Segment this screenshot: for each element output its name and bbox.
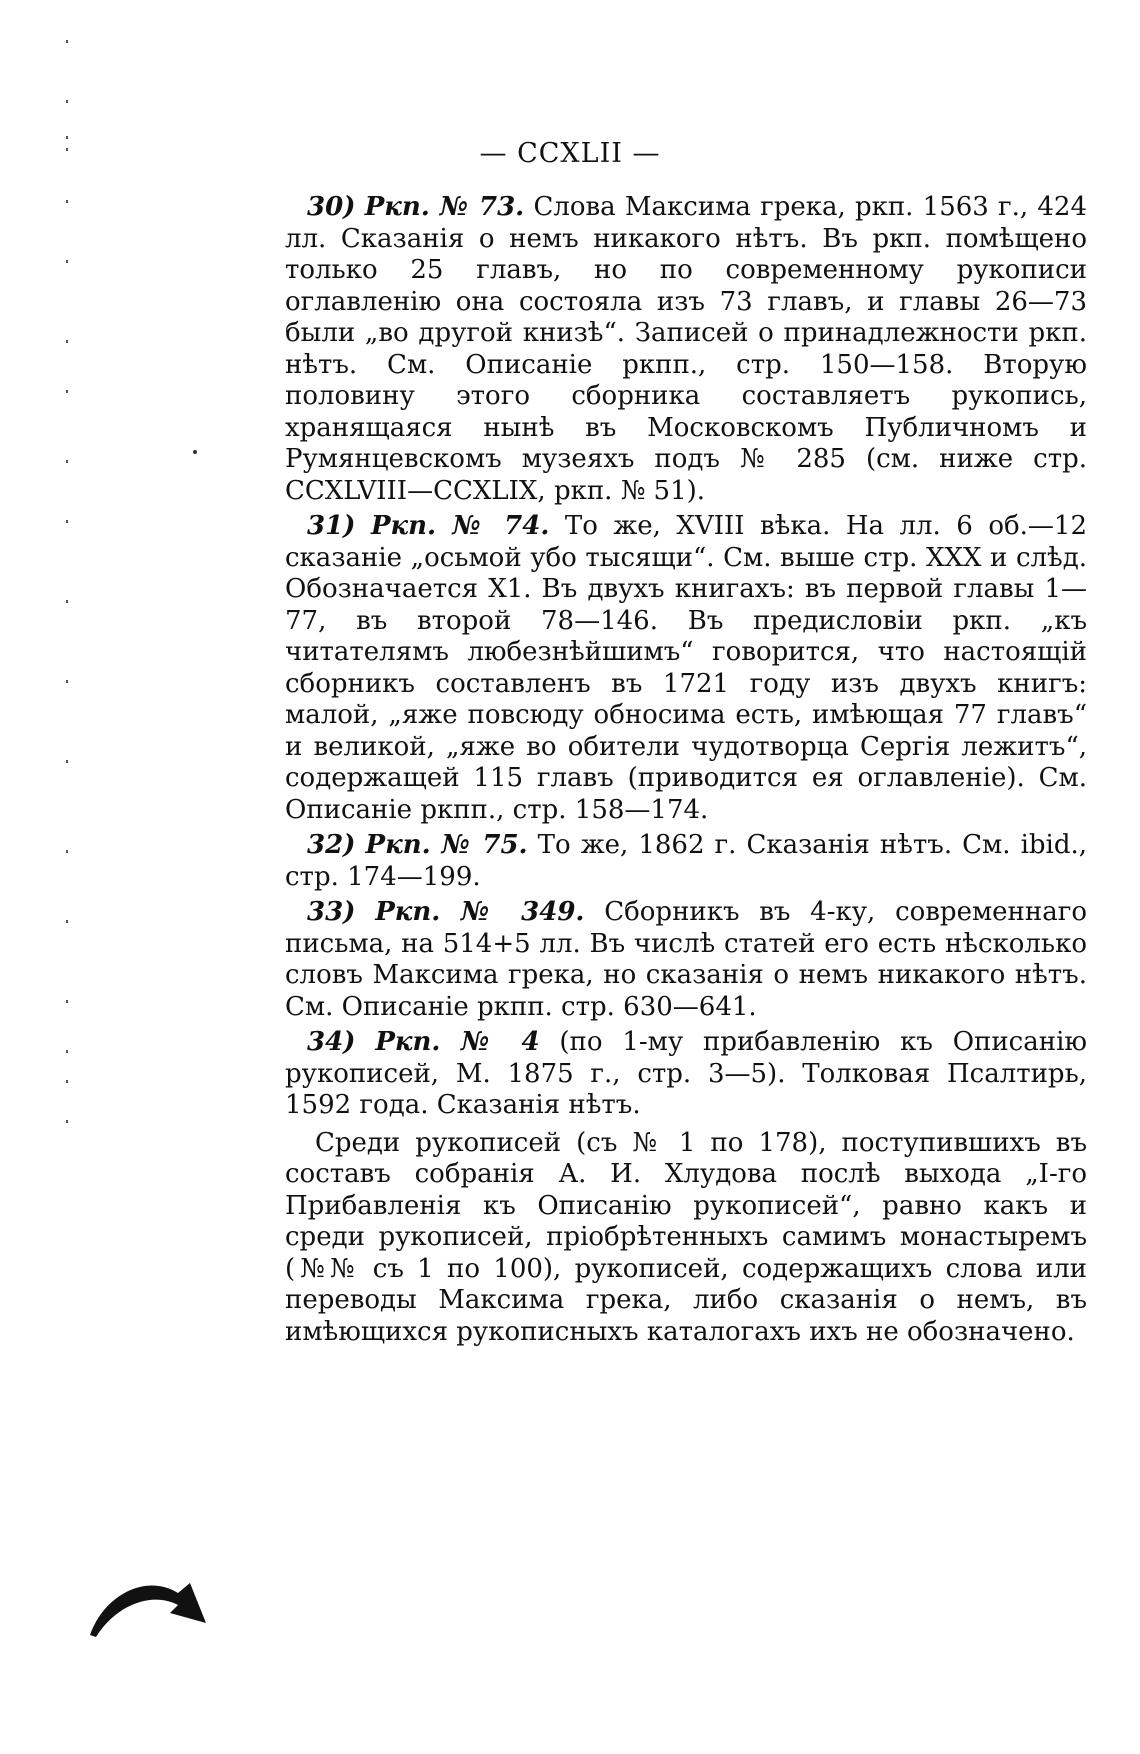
entry-text: Сборникъ въ 4-ку, современнаго письма, на 514+5 лл. Въ числѣ статей его есть нѣсколько словъ Максима грека, но сказанія о немъ никакого нѣтъ. См. Описаніе ркпп. стр. 630—641. [285, 897, 1087, 1022]
entry-31 [285, 511, 1087, 826]
summary-paragraph: Среди рукописей (съ № 1 по 178), поступившихъ въ составъ собранія А. И. Хлудова послѣ выхода „I-го Прибавленія къ Описанію рукописей“, равно какъ и среди рукописей, пріобрѣтенныхъ самимъ монастыремъ (№№ съ 1 по 100), рукописей, содержащихъ слова или переводы Максима грека, либо сказанія о немъ, въ имѣющихся рукописныхъ каталогахъ ихъ не обозначено. [285, 1127, 1087, 1347]
entry-33 [285, 897, 1087, 1023]
entry-number: 34) [307, 1027, 356, 1057]
entry-text: Слова Максима грека, ркп. 1563 г., 424 лл. Сказанія о немъ никакого нѣтъ. Въ ркп. помѣщено только 25 главъ, но по современному рукописи оглавленію она состояла изъ 73 главъ, и главы 26—73 были „во другой книзѣ“. Записей о принадлежности ркп. нѣтъ. См. Описаніе ркпп., стр. 150—158. Вторую половину этого сборника составляетъ рукопись, хранящаяся нынѣ въ Московскомъ Публичномъ и Румянцевскомъ музеяхъ подъ № 285 (см. ниже стр. CCXLVIII—CCXLIX, ркп. № 51). [285, 192, 1088, 506]
entry-number: 33) [307, 897, 356, 927]
curved-arrow-mark-icon [86, 1565, 216, 1640]
manuscript-reference: Ркп. № 73. [364, 192, 525, 222]
margin-specks [60, 40, 80, 1200]
margin-dot [193, 450, 197, 454]
entry-text: То же, XVIII вѣка. На лл. 6 об.—12 сказаніе „осьмой убо тысящи“. См. выше стр. XXX и слѣд. Обозначается X1. Въ двухъ книгахъ: въ первой главы 1—77, въ второй 78—146. Въ предисловіи ркп. „къ читателямъ любезнѣйшимъ“ говорится, что настоящій сборникъ составленъ въ 1721 году изъ двухъ книгъ: малой, „яже повсюду обносима есть, имѣющая 77 главъ“ и великой, „яже во обители чудотворца Сергія лежитъ“, содержащей 115 главъ (приводится ея оглавленіе). См. Описаніе ркпп., стр. 158—174. [285, 511, 1087, 825]
entry-number: 30) [307, 192, 356, 222]
manuscript-reference: Ркп. № 75. [365, 830, 528, 860]
manuscript-reference: Ркп. № 349. [375, 897, 585, 927]
entry-34 [285, 1027, 1087, 1122]
page-number-header: — CCXLII — [479, 138, 661, 169]
entry-text: То же, 1862 г. Сказанія нѣтъ. См. ibid., стр. 174—199. [285, 830, 1088, 892]
entry-text: (по 1-му прибавленію къ Описанію рукописей, М. 1875 г., стр. 3—5). Толковая Псалтирь, 1592 года. Сказанія нѣтъ. [285, 1027, 1088, 1120]
main-text [285, 192, 1087, 1352]
entry-30 [285, 192, 1087, 507]
manuscript-reference: Ркп. № 74. [370, 511, 550, 541]
entry-number: 31) [307, 511, 356, 541]
entry-number: 32) [307, 830, 356, 860]
manuscript-reference: Ркп. № 4 [375, 1027, 540, 1057]
entry-32 [285, 830, 1087, 893]
